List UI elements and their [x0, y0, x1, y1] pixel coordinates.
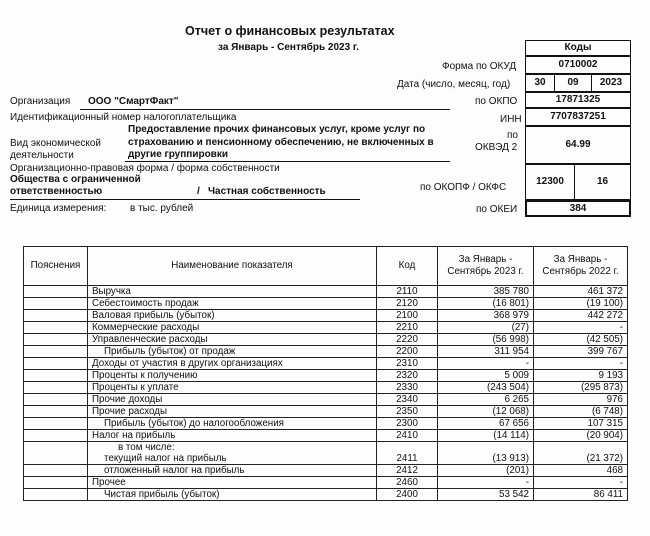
legal-form-label: Организационно-правовая форма / форма собственности [10, 163, 280, 174]
table-row [24, 346, 628, 358]
org-label: Организация [10, 96, 71, 107]
table-row [24, 370, 628, 382]
okopf-value: 12300 [525, 164, 575, 200]
row-code: 2220 [377, 334, 438, 346]
col-name: Наименование показателя [88, 247, 377, 286]
row-previous: - [534, 477, 628, 489]
col-current [438, 247, 534, 286]
row-name: Коммерческие расходы [88, 322, 377, 334]
row-previous: 976 [534, 394, 628, 406]
row-previous: 461 372 [534, 286, 628, 298]
table-row [24, 382, 628, 394]
legal-form-slash: / [197, 186, 200, 197]
activity-label-2: деятельности [10, 150, 74, 161]
col-current-line1: За Январь - [458, 254, 513, 265]
row-previous: - [534, 322, 628, 334]
row-name: Налог на прибыль [88, 430, 377, 442]
table-row [24, 465, 628, 477]
row-current: (14 114) [438, 430, 534, 442]
row-name-prefix: в том числе: [118, 442, 175, 453]
unit-label: Единица измерения: [10, 203, 107, 214]
row-name: Чистая прибыль (убыток) [88, 489, 377, 501]
okud-label: Форма по ОКУД [442, 61, 517, 72]
okved-value: 64.99 [525, 126, 631, 164]
row-code: 2320 [377, 370, 438, 382]
date-year: 2023 [591, 74, 631, 92]
row-previous: (19 100) [534, 298, 628, 310]
row-current: 385 780 [438, 286, 534, 298]
report-period: за Январь - Сентябрь 2023 г. [218, 42, 359, 53]
row-current: 311 954 [438, 346, 534, 358]
row-name: Проценты к уплате [88, 382, 377, 394]
inn-code-label: ИНН [500, 114, 522, 125]
col-current-line2: Сентябрь 2023 г. [447, 266, 524, 277]
row-name-detail: текущий налог на прибыль [104, 453, 227, 464]
table-row [24, 477, 628, 489]
date-month: 09 [554, 74, 592, 92]
unit-value: в тыс. рублей [130, 203, 194, 214]
table-row [24, 286, 628, 298]
row-code: 2100 [377, 310, 438, 322]
legal-form-value-2: ответственностью [10, 186, 103, 197]
financial-results-table [23, 246, 628, 501]
row-previous: 107 315 [534, 418, 628, 430]
row-current: 5 009 [438, 370, 534, 382]
row-code: 2400 [377, 489, 438, 501]
codes-header: Коды [525, 40, 631, 56]
row-previous: 442 272 [534, 310, 628, 322]
okpo-value: 17871325 [525, 92, 631, 108]
row-code: 2330 [377, 382, 438, 394]
inn-label: Идентификационный номер налогоплательщика [10, 112, 237, 123]
activity-underline [125, 161, 450, 162]
org-value: ООО "СмартФакт" [88, 96, 179, 107]
row-previous: 9 193 [534, 370, 628, 382]
row-name: Проценты к получению [88, 370, 377, 382]
row-current: 53 542 [438, 489, 534, 501]
activity-value-2: страхованию и пенсионному обеспечению, не включенных в [128, 137, 434, 148]
row-code: 2350 [377, 406, 438, 418]
okei-label: по ОКЕИ [476, 204, 518, 215]
row-previous: (20 904) [534, 430, 628, 442]
row-code: 2340 [377, 394, 438, 406]
row-name: Выручка [88, 286, 377, 298]
table-row [24, 442, 628, 465]
row-code: 2210 [377, 322, 438, 334]
table-row [24, 334, 628, 346]
table-row [24, 298, 628, 310]
legal-form-value-1: Общества с ограниченной [10, 174, 141, 185]
col-code: Код [377, 247, 438, 286]
row-name: Прибыль (убыток) от продаж [88, 346, 377, 358]
date-day: 30 [525, 74, 555, 92]
row-previous: 86 411 [534, 489, 628, 501]
table-row [24, 394, 628, 406]
row-code: 2411 [377, 442, 438, 465]
row-code: 2410 [377, 430, 438, 442]
row-code: 2310 [377, 358, 438, 370]
col-previous-line2: Сентябрь 2022 г. [542, 266, 619, 277]
okud-value: 0710002 [525, 56, 631, 74]
okved-label-1: по [507, 130, 518, 141]
row-name: Себестоимость продаж [88, 298, 377, 310]
row-current: - [438, 477, 534, 489]
row-current: 67 656 [438, 418, 534, 430]
activity-value-1: Предоставление прочих финансовых услуг, кроме услуг по [128, 124, 426, 135]
row-code: 2120 [377, 298, 438, 310]
okved-label-2: ОКВЭД 2 [475, 142, 518, 153]
row-previous: 399 767 [534, 346, 628, 358]
row-current: 6 265 [438, 394, 534, 406]
row-previous: 468 [534, 465, 628, 477]
table-header-row [24, 247, 628, 286]
row-name: Прочие расходы [88, 406, 377, 418]
okopf-label: по ОКОПФ / ОКФС [420, 182, 507, 193]
row-code: 2412 [377, 465, 438, 477]
row-name: Валовая прибыль (убыток) [88, 310, 377, 322]
row-code: 2200 [377, 346, 438, 358]
okfs-value: 16 [574, 164, 631, 200]
table-row [24, 430, 628, 442]
row-current: (201) [438, 465, 534, 477]
row-code: 2460 [377, 477, 438, 489]
inn-value: 7707837251 [525, 108, 631, 126]
row-name: Управленческие расходы [88, 334, 377, 346]
row-current: 368 979 [438, 310, 534, 322]
table-row [24, 418, 628, 430]
col-previous-line1: За Январь - [553, 254, 608, 265]
row-current: (16 801) [438, 298, 534, 310]
col-notes: Пояснения [24, 247, 88, 286]
row-current: (13 913) [438, 442, 534, 465]
row-previous: (21 372) [534, 442, 628, 465]
col-previous [534, 247, 628, 286]
activity-label-1: Вид экономической [10, 138, 101, 149]
table-row [24, 310, 628, 322]
row-current: (12 068) [438, 406, 534, 418]
row-current: (56 998) [438, 334, 534, 346]
row-code: 2300 [377, 418, 438, 430]
row-current: - [438, 358, 534, 370]
table-row [24, 489, 628, 501]
row-name: Прочее [88, 477, 377, 489]
row-previous: (295 873) [534, 382, 628, 394]
okpo-label: по ОКПО [475, 96, 518, 107]
ownership-value: Частная собственность [208, 186, 326, 197]
table-row [24, 358, 628, 370]
row-current: (243 504) [438, 382, 534, 394]
org-underline [80, 109, 450, 110]
legal-underline [10, 199, 360, 200]
row-previous: (42 505) [534, 334, 628, 346]
row-previous: - [534, 358, 628, 370]
table-row [24, 406, 628, 418]
activity-value-3: другие группировки [128, 149, 228, 160]
row-code: 2110 [377, 286, 438, 298]
date-label: Дата (число, месяц, год) [397, 79, 511, 90]
row-name [88, 442, 377, 465]
row-name: Прочие доходы [88, 394, 377, 406]
okei-value: 384 [525, 200, 631, 217]
row-name: отложенный налог на прибыль [88, 465, 377, 477]
row-current: (27) [438, 322, 534, 334]
table-row [24, 322, 628, 334]
row-previous: (6 748) [534, 406, 628, 418]
report-title: Отчет о финансовых результатах [185, 24, 395, 38]
row-name: Доходы от участия в других организациях [88, 358, 377, 370]
row-name: Прибыль (убыток) до налогообложения [88, 418, 377, 430]
